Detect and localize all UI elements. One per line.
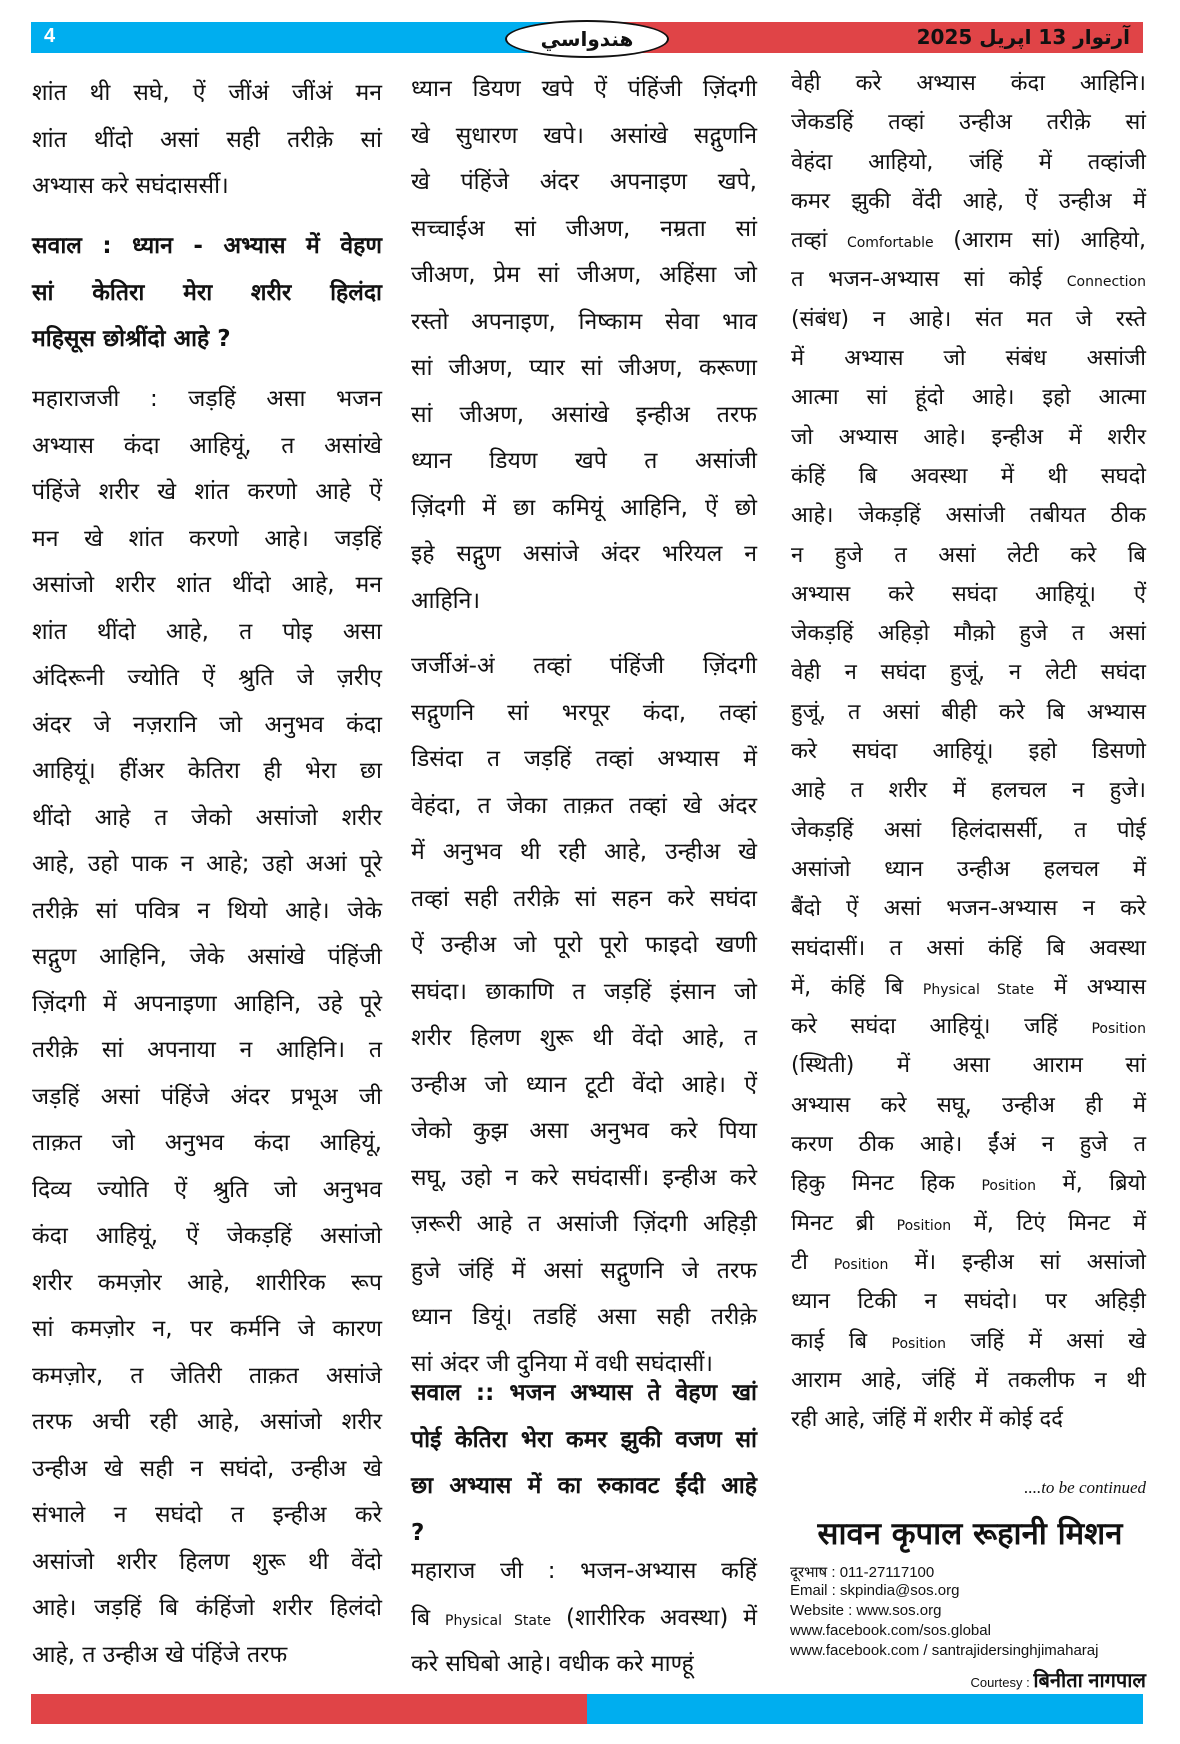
contact-phone: दूरभाष : 011-27117100 [790, 1564, 935, 1581]
text-line: सघंदासीं। त असां कंहिं बि अवस्था [791, 935, 1146, 961]
question-heading [32, 223, 382, 363]
text-line: खे सुधारण खपे। असांखे सद्गुणनि [411, 122, 757, 149]
footer-bar-red [31, 1694, 587, 1724]
paragraph [32, 70, 382, 210]
text-line: में, कंहिं बि Physical State में अभ्यास [791, 974, 1147, 1000]
text-line: अभ्यास करे सघंदा आहियूं। ऐं [791, 581, 1146, 607]
text-line: छा अभ्यास में का रुकावट ईंदी आहे [411, 1473, 757, 1499]
text-line: सद्गुण आहिनि, जेके असांखे पंहिंजी [32, 944, 382, 970]
text-line: जेकडहिं तव्हां उन्हीअ तरीक़े सां [791, 110, 1146, 136]
text-line: सवाल :: भजन अभ्यास ते वेहण खां [411, 1380, 757, 1406]
text-line: पंहिंजे शरीर खे शांत करणो आहे ऐं [32, 479, 382, 505]
text-line: करे सघंदा आहियूं। इहो डिसणो [791, 739, 1146, 765]
text-line: महिसूस छोश्रींदो आहे ? [32, 326, 231, 352]
text-line: न हुजे त असां लेटी करे बि [791, 542, 1146, 568]
text-line: जेको कुझ असा अनुभव करे पिया [411, 1118, 757, 1144]
text-line: आहियूं। हींअर केतिरा ही भेरा छा [32, 758, 382, 784]
contact-website[interactable]: Website : www.sos.org [790, 1602, 942, 1619]
english-term: Physical State [922, 981, 1035, 998]
text-line: उन्हीअ जो ध्यान टूटी वेंदो आहे। ऐं [411, 1071, 757, 1098]
text-line: जड़हिं असां पंहिंजे अंदर प्रभूअ जी [32, 1083, 382, 1110]
text-line: तव्हां सही तरीक़े सां सहन करे सघंदा [411, 885, 757, 912]
text-line: दिव्य ज्योति ऐं श्रुति जो अनुभव [32, 1176, 382, 1203]
english-term: Position [891, 1335, 947, 1352]
text-line: (संबंध) न आहे। संत मत जे रस्ते [791, 306, 1146, 332]
text-line: हुजूं, त असां बीही करे बि अभ्यास [791, 699, 1146, 725]
text-line: संभाले न सघंदो त इन्हीअ करे [32, 1502, 382, 1528]
text-line: सां जीअण, प्यार सां जीअण, करूणा [411, 355, 757, 381]
text-line: सघंदा। छाकाणि त जड़हिं इंसान जो [411, 978, 757, 1005]
text-line: ज़रूरी आहे त असांजी ज़िंदगी अहिड़ी [411, 1211, 757, 1237]
text-line: शांत थी सघे, ऐं जींअं जींअं मन [32, 80, 382, 106]
text-line: अभ्यास करे सघू, उन्हीअ ही में [791, 1092, 1146, 1118]
text-line: बैंदो ऐं असां भजन-अभ्यास न करे [791, 896, 1146, 922]
text-line: आहे त शरीर में हलचल न हुजे। [791, 778, 1146, 804]
paragraph [411, 643, 757, 1387]
text-line: करे सघिबो आहे। वधीक करे माण्हूं [411, 1651, 694, 1677]
text-line: त भजन-अभ्यास सां कोई Connection [791, 267, 1146, 293]
contact-email[interactable]: Email : skpindia@sos.org [790, 1582, 960, 1599]
text-line: रही आहे, जंहिं में शरीर में कोई दर्द [791, 1407, 1063, 1433]
text-line: तरीक़े सां अपनाया न आहिनि। त [32, 1037, 382, 1063]
english-term: Comfortable [846, 235, 934, 252]
mission-title: सावन कृपाल रूहानी मिशन [817, 1516, 1123, 1552]
text-line: कमर झुकी वेंदी आहे, ऐं उन्हीअ में [791, 188, 1146, 214]
text-line: शांत थींदो असां सही तरीक़े सां [32, 126, 382, 153]
text-line: ताक़त जो अनुभव कंदा आहियूं, [32, 1130, 382, 1156]
text-line: खे पंहिंजे अंदर अपनाइण खपे, [411, 169, 757, 195]
english-term: Position [1091, 1021, 1146, 1038]
masthead-logo: هندواسي [505, 20, 669, 58]
text-line: मिनट ब्री Position में, टिएं मिनट में [791, 1210, 1146, 1236]
text-line: सवाल : ध्यान - अभ्यास में वेहण [32, 233, 382, 259]
english-term: Position [896, 1217, 952, 1234]
text-line: महाराजजी : जड़हिं असा भजन [32, 386, 382, 412]
text-line: में अभ्यास जो संबंध असांजी [791, 346, 1146, 372]
text-line: महाराज जी : भजन-अभ्यास कहिं [411, 1558, 757, 1584]
text-line: असांजो शरीर हिलण शुरू थी वेंदो [32, 1548, 382, 1575]
column-3 [791, 0, 1146, 1690]
answer-paragraph [411, 1548, 757, 1688]
text-line: कंदा आहियूं, ऐं जेकड़हिं असांजो [32, 1223, 382, 1249]
text-line: आहे। जेकड़हिं असांजी तबीयत ठीक [791, 503, 1146, 529]
text-line: वेहंदा आहियो, जंहिं में तव्हांजी [791, 149, 1146, 175]
text-line: टी Position में। इन्हीअ सां असांजो [791, 1249, 1146, 1275]
contact-facebook-1[interactable]: www.facebook.com/sos.global [790, 1622, 991, 1639]
text-line: सां केतिरा मेरा शरीर हिलंदा [32, 279, 382, 306]
text-line: (स्थिती) में असा आराम सां [791, 1053, 1146, 1079]
text-line: में अनुभव थी रही आहे, उन्हीअ खे [411, 839, 757, 865]
text-line: थींदो आहे त जेको असांजो शरीर [32, 804, 382, 831]
text-line: उन्हीअ खे सही न सघंदो, उन्हीअ खे [32, 1455, 382, 1482]
text-line: कमज़ोर, त जेतिरी ताक़त असांजे [32, 1362, 382, 1389]
text-line: हिकु मिनट हिक Position में, ब्रियो [791, 1171, 1146, 1197]
text-line: शरीर कमज़ोर आहे, शारीरिक रूप [32, 1269, 382, 1296]
text-line: अभ्यास कंदा आहियूं, त असांखे [32, 432, 382, 459]
english-term: Position [981, 1178, 1036, 1195]
page-number: 4 [44, 25, 56, 47]
text-line: तरफ अची रही आहे, असांजो शरीर [32, 1409, 382, 1435]
text-line: ऐं उन्हीअ जो पूरो पूरो फाइदो खणी [411, 932, 757, 958]
text-line: आहे। जड़हिं बि कंहिंजो शरीर हिलंदो [32, 1595, 382, 1621]
text-line: इहे सद्गुण असांजे अंदर भरियल न [411, 541, 757, 567]
answer-paragraph [32, 376, 382, 1678]
text-line: सां अंदर जी दुनिया में वधी सघंदासीं। [411, 1350, 713, 1377]
text-line: आत्मा सां हूंदो आहे। इहो आत्मा [791, 385, 1146, 411]
text-line: जो अभ्यास आहे। इन्हीअ में शरीर [791, 424, 1146, 450]
text-line: करण ठीक आहे। ईंअं न हुजे त [791, 1132, 1146, 1158]
english-term: Connection [1066, 274, 1146, 291]
text-line: ज़िंदगी में छा कमियूं आहिनि, ऐं छो [411, 494, 757, 521]
english-term: Physical State [445, 1612, 552, 1629]
text-line: शांत थींदो आहे, त पोइ असा [32, 618, 382, 645]
question-heading [411, 1370, 757, 1556]
text-line: कंहिं बि अवस्था में थी सघदो [791, 463, 1146, 489]
text-line: हुजे जंहिं में असां सद्गुणनि जे तरफ [411, 1257, 757, 1284]
text-line: असांजो ध्यान उन्हीअ हलचल में [791, 856, 1146, 882]
dateline: آرتوار 13 اپريل 2025 [916, 25, 1130, 49]
text-line: रस्तो अपनाइण, निष्काम सेवा भाव [411, 308, 757, 335]
paragraph [791, 64, 1146, 1439]
text-line: असांजो शरीर शांत थींदो आहे, मन [32, 572, 382, 598]
text-line: ध्यान डियण खपे ऐं पंहिंजी ज़िंदगी [411, 76, 757, 102]
text-line: शरीर हिलण शुरू थी वेंदो आहे, त [411, 1025, 757, 1051]
text-line: काई बि Position जहिं में असां खे [791, 1328, 1146, 1354]
text-line: आहे, उहो पाक न आहे; उहो अआं पूरे [32, 851, 382, 877]
footer-bar-blue [587, 1694, 1143, 1724]
courtesy [970, 1666, 1146, 1693]
text-line: डिसंदा त जड़हिं तव्हां अभ्यास में [411, 746, 757, 772]
text-line: जेकड़हिं असां हिलंदासर्सी, त पोई [791, 817, 1146, 843]
text-line: ज़िंदगी में अपनाइणा आहिनि, उहे पूरे [32, 990, 382, 1017]
contact-facebook-2[interactable]: www.facebook.com / santrajidersinghjimaharaj [790, 1642, 1099, 1659]
text-line: सघू, उहो न करे सघंदासीं। इन्हीअ करे [411, 1164, 757, 1191]
text-line: सां जीअण, असांखे इन्हीअ तरफ [411, 401, 757, 428]
english-term: Position [833, 1256, 889, 1273]
text-line: ध्यान डियण खपे त असांजी [411, 448, 757, 474]
to-be-continued: ....to be continued [1024, 1478, 1146, 1497]
text-line: ध्यान टिकी न सघंदो। पर अहिड़ी [791, 1289, 1146, 1315]
text-line: वेही करे अभ्यास कंदा आहिनि। [791, 71, 1146, 96]
text-line: ? [411, 1519, 425, 1546]
text-line: आराम आहे, जंहिं में तकलीफ न थी [791, 1367, 1146, 1393]
text-line: जर्जीअं-अं तव्हां पंहिंजी ज़िंदगी [411, 653, 757, 679]
courtesy-name: बिनीता नागपाल [1033, 1670, 1146, 1692]
text-line: तव्हां Comfortable (आराम सां) आहियो, [791, 228, 1146, 254]
text-line: ध्यान डियूं। तडहिं असा सही तरीक़े [411, 1304, 757, 1330]
column-1 [32, 0, 382, 1690]
text-line: सद्गुणनि सां भरपूर कंदा, तव्हां [411, 699, 757, 726]
paragraph [411, 66, 757, 624]
text-line: आहिनि। [411, 587, 481, 614]
text-line: सां कमज़ोर न, पर कर्मनि जे कारण [32, 1316, 382, 1342]
column-2 [411, 0, 757, 1690]
text-line: वेही न सघंदा हुजूं, न लेटी सघंदा [791, 660, 1146, 686]
text-line: अंदर जे नज़रानि जो अनुभव कंदा [32, 711, 382, 738]
text-line: अंदिरूनी ज्योति ऐं श्रुति जे ज़रीए [32, 665, 382, 691]
text-line: सच्चाईअ सां जीअण, नम्रता सां [411, 215, 757, 242]
text-line: करे सघंदा आहियूं। जहिं Position [791, 1014, 1146, 1040]
text-line: जेकड़हिं अहिड़ो मौक़ो हुजे त असां [791, 621, 1146, 647]
text-line: तरीक़े सां पवित्र न थियो आहे। जेके [32, 897, 382, 924]
text-line: वेहंदा, त जेका ताक़त तव्हां खे अंदर [411, 792, 757, 819]
text-line: पोई केतिरा भेरा कमर झुकी वजण सां [411, 1426, 757, 1453]
text-line: मन खे शांत करणो आहे। जड़हिं [32, 525, 382, 552]
text-line: बि Physical State (शारीरिक अवस्था) में [411, 1604, 758, 1631]
text-line: अभ्यास करे सघंदासर्सी। [32, 173, 229, 199]
text-line: जीअण, प्रेम सां जीअण, अहिंसा जो [411, 262, 757, 288]
courtesy-label: Courtesy : [970, 1675, 1030, 1690]
text-line: आहे, त उन्हीअ खे पंहिंजे तरफ [32, 1641, 288, 1668]
